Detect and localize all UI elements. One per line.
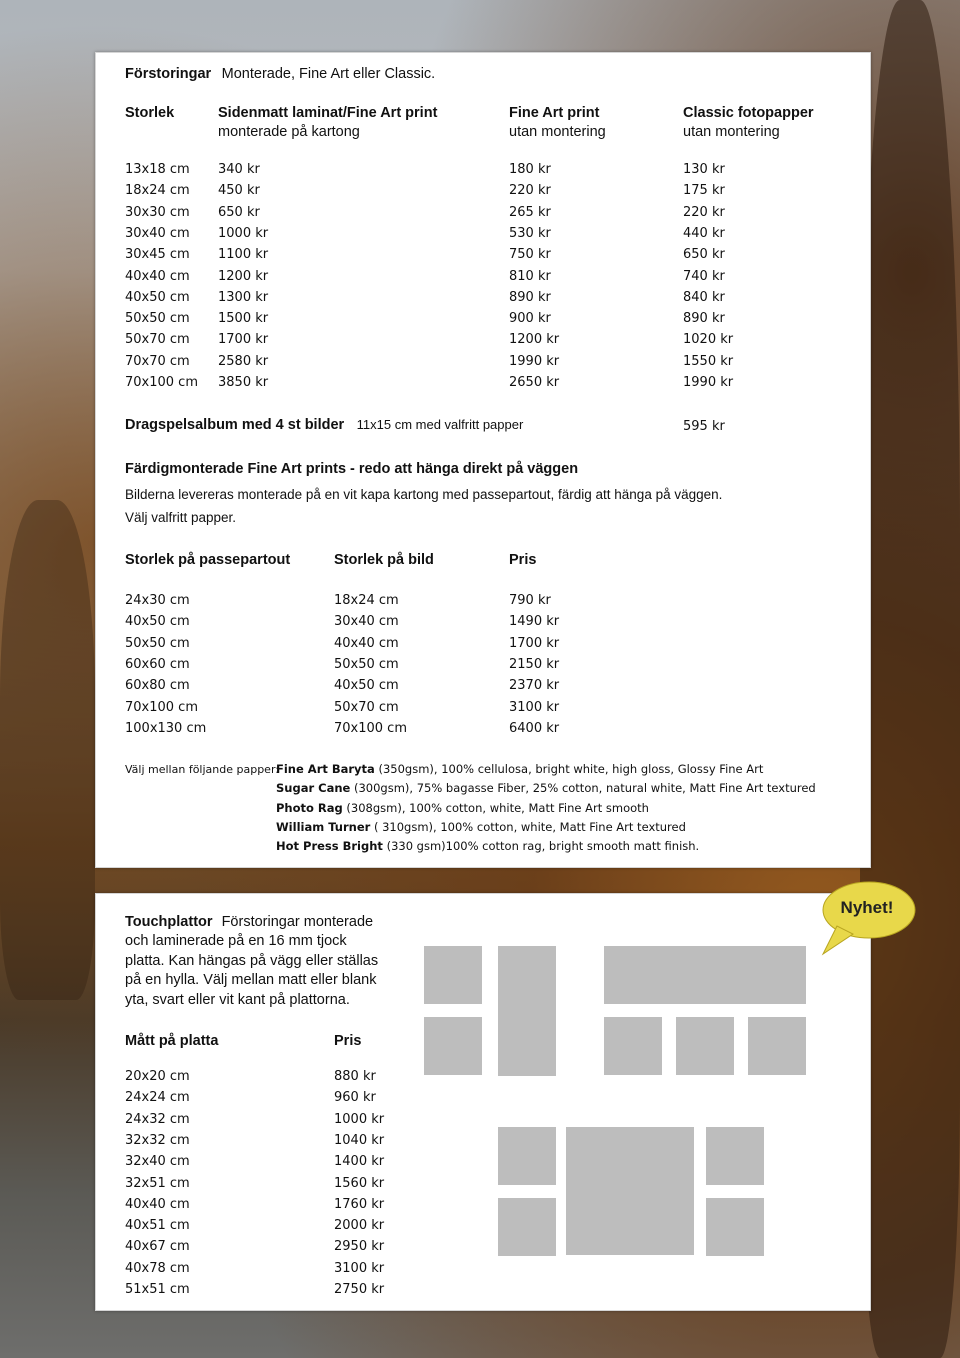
prints-row-cell: 1100 kr [218,247,269,263]
nyhet-badge [817,880,917,940]
prints-row-cell: 890 kr [509,289,551,305]
paper-item [276,801,649,815]
prints-row-cell: 30x30 cm [125,204,190,220]
framed-table-header [96,552,870,572]
prints-row-cell: 40x50 cm [125,289,190,305]
prints-table-header [96,105,870,145]
framed-row [96,657,870,678]
framed-row-cell: 40x40 cm [334,635,399,651]
prints-row-cell: 900 kr [509,311,551,327]
framed-row-cell: 30x40 cm [334,614,399,630]
prints-row-cell: 650 kr [218,204,260,220]
prints-row-cell: 650 kr [683,247,725,263]
header-storlek: Storlek [125,105,175,121]
framed-row-cell: 50x50 cm [125,635,190,651]
framed-row-cell: 40x50 cm [334,678,399,694]
touch-row-cell: 1560 kr [334,1175,385,1191]
framed-row-cell: 100x130 cm [125,720,207,736]
framed-table-body [96,593,870,743]
prints-row [96,290,870,311]
framed-row-cell: 1490 kr [509,614,560,630]
prints-row [96,247,870,268]
framed-row-cell: 70x100 cm [125,699,198,715]
header-fine-art: Fine Art print [509,105,600,121]
prints-title: Förstoringar [125,66,212,82]
prints-row-cell: 70x70 cm [125,353,190,369]
prints-row [96,332,870,353]
touch-title: Touchplattor [125,914,213,930]
framed-row-cell: 2150 kr [509,656,560,672]
touch-row-cell: 1040 kr [334,1132,385,1148]
touch-description [125,933,378,1011]
paper-item [276,839,699,853]
prints-row-cell: 810 kr [509,268,551,284]
prints-row-cell: 750 kr [509,247,551,263]
tile [706,1127,764,1185]
prints-heading [125,65,435,83]
paper-name: Sugar Cane [276,781,351,796]
prints-row-cell: 1200 kr [509,332,560,348]
paper-item [276,781,816,795]
header-sidenmatt: Sidenmatt laminat/Fine Art print [218,105,438,121]
framed-row-cell: 50x70 cm [334,699,399,715]
prints-row-cell: 340 kr [218,162,260,177]
speech-bubble-icon [817,880,917,958]
framed-row-cell: 70x100 cm [334,720,407,736]
framed-row [96,700,870,721]
prints-row-cell: 220 kr [683,204,725,220]
touch-desc-line: platta. Kan hängas på vägg eller ställas [125,952,379,969]
touch-row-cell: 1400 kr [334,1154,385,1170]
paper-desc: (350gsm), 100% cellulosa, bright white, high gloss, Glossy Fine Art [374,762,764,776]
prints-row [96,183,870,204]
framed-row [96,636,870,657]
framed-row-cell: 50x50 cm [334,656,399,672]
prints-row-cell: 70x100 cm [125,375,198,390]
header-matt: Mått på platta [125,1033,219,1049]
touch-heading [125,914,373,930]
prints-row-cell: 30x45 cm [125,247,190,263]
touch-panel [95,893,871,1311]
prints-panel [95,52,871,868]
framed-row [96,678,870,699]
touch-row-cell: 20x20 cm [125,1069,190,1084]
prints-row-cell: 890 kr [683,311,725,327]
paper-name: Photo Rag [276,800,343,815]
header-bild: Storlek på bild [334,552,434,568]
paper-item [276,820,686,834]
header-classic-sub: utan montering [683,124,780,140]
framed-row-cell: 40x50 cm [125,614,190,630]
prints-row-cell: 840 kr [683,289,725,305]
prints-row-cell: 530 kr [509,225,551,241]
framed-row-cell: 790 kr [509,593,551,608]
prints-row-cell: 220 kr [509,183,551,199]
tile [498,1127,556,1185]
prints-subtitle: Monterade, Fine Art eller Classic. [221,66,436,82]
touch-row-cell: 24x32 cm [125,1111,190,1127]
touch-row-cell: 1760 kr [334,1196,385,1212]
tile [676,1017,734,1075]
header-fine-art-sub: utan montering [509,124,606,140]
prints-row [96,226,870,247]
prints-row-cell: 1550 kr [683,353,734,369]
touch-row-cell: 40x67 cm [125,1239,190,1255]
album-row [125,416,523,434]
prints-row [96,162,870,183]
framed-desc-1: Bilderna levereras monterade på en vit kapa kartong med passepartout, färdig att hänga på väggen. [125,487,723,502]
tile [498,1198,556,1256]
touch-row-cell: 32x51 cm [125,1175,190,1191]
touch-row-cell: 32x40 cm [125,1154,190,1170]
touch-row [96,1282,870,1303]
paper-desc: (308gsm), 100% cotton, white, Matt Fine Art smooth [342,800,649,815]
prints-row-cell: 18x24 cm [125,183,190,199]
touch-desc-first: Förstoringar monterade [221,914,374,930]
paper-desc: (300gsm), 75% bagasse Fiber, 25% cotton, natural white, Matt Fine Art textured [350,781,816,796]
touch-row-cell: 2950 kr [334,1239,385,1255]
prints-row-cell: 740 kr [683,268,725,284]
touch-row-cell: 51x51 cm [125,1282,190,1297]
touch-row-cell: 2000 kr [334,1218,385,1234]
touch-row-cell: 880 kr [334,1069,376,1084]
tile [498,946,556,1076]
header-touch-pris: Pris [334,1033,362,1049]
paper-name: William Turner [276,819,371,834]
prints-row [96,311,870,332]
framed-row-cell: 18x24 cm [334,593,399,608]
framed-row [96,614,870,635]
prints-row [96,269,870,290]
prints-row-cell: 180 kr [509,162,551,177]
prints-row-cell: 1990 kr [683,375,734,390]
prints-row-cell: 40x40 cm [125,268,190,284]
framed-row-cell: 3100 kr [509,699,560,715]
prints-table-body [96,162,870,402]
tile [424,1017,482,1075]
prints-row-cell: 13x18 cm [125,162,190,177]
framed-row-cell: 6400 kr [509,720,560,736]
papers-intro: Välj mellan följande papper: [125,763,279,776]
paper-name: Fine Art Baryta [276,762,375,776]
touch-row-cell: 3100 kr [334,1260,385,1276]
touch-row [96,1261,870,1282]
paper-name: Hot Press Bright [276,839,383,854]
touch-row-cell: 40x40 cm [125,1196,190,1212]
prints-row-cell: 1990 kr [509,353,560,369]
prints-row-cell: 2650 kr [509,375,560,390]
prints-row-cell: 1020 kr [683,332,734,348]
touch-row [96,1090,870,1111]
tile [566,1127,694,1255]
framed-title: Färdigmonterade Fine Art prints - redo att hänga direkt på väggen [125,461,579,477]
tile [424,946,482,1004]
prints-row-cell: 30x40 cm [125,225,190,241]
framed-row-cell: 1700 kr [509,635,560,651]
tile [604,1017,662,1075]
background-tree-left [0,500,95,1000]
prints-row-cell: 50x50 cm [125,311,190,327]
header-sidenmatt-sub: monterade på kartong [218,124,360,140]
prints-row-cell: 50x70 cm [125,332,190,348]
prints-row-cell: 1000 kr [218,225,269,241]
paper-desc: (330 gsm)100% cotton rag, bright smooth matt finish. [382,839,700,854]
framed-row-cell: 24x30 cm [125,593,190,608]
paper-item [276,762,763,776]
album-title: Dragspelsalbum med 4 st bilder [125,417,345,433]
prints-row-cell: 1300 kr [218,289,269,305]
nyhet-label: Nyhet! [840,898,894,917]
prints-row-cell: 450 kr [218,183,260,199]
framed-desc-2: Välj valfritt papper. [125,510,237,525]
touch-desc-line: yta, svart eller vit kant på plattorna. [125,991,350,1008]
prints-row-cell: 265 kr [509,204,551,220]
framed-row-cell: 60x60 cm [125,656,190,672]
header-passepartout: Storlek på passepartout [125,552,291,568]
tile [748,1017,806,1075]
background-tree-right [860,0,960,1358]
prints-row-cell: 175 kr [683,183,725,199]
tile [706,1198,764,1256]
framed-row [96,721,870,742]
touch-desc-line: på en hylla. Välj mellan matt eller blank [125,972,377,988]
prints-row-cell: 130 kr [683,162,725,177]
framed-row-cell: 60x80 cm [125,678,190,694]
prints-row-cell: 3850 kr [218,375,269,390]
prints-row-cell: 1200 kr [218,268,269,284]
framed-row [96,593,870,614]
touch-row-cell: 2750 kr [334,1282,385,1297]
tile [604,946,806,1004]
album-price: 595 kr [683,419,725,434]
paper-desc: ( 310gsm), 100% cotton, white, Matt Fine Art textured [370,819,686,834]
prints-row-cell: 1700 kr [218,332,269,348]
prints-row [96,205,870,226]
album-detail: 11x15 cm med valfritt papper [356,417,524,432]
touch-row-cell: 960 kr [334,1090,376,1106]
framed-row-cell: 2370 kr [509,678,560,694]
prints-row-cell: 2580 kr [218,353,269,369]
header-classic: Classic fotopapper [683,105,814,121]
header-pris: Pris [509,552,537,568]
touch-row-cell: 40x78 cm [125,1260,190,1276]
touch-table-body [96,1069,870,1304]
papers-list [96,762,870,862]
prints-row [96,354,870,375]
touch-desc-line: och laminerade på en 16 mm tjock [125,933,347,949]
touch-row-cell: 1000 kr [334,1111,385,1127]
prints-row [96,375,870,396]
touch-row-cell: 24x24 cm [125,1090,190,1106]
prints-row-cell: 1500 kr [218,311,269,327]
prints-row-cell: 440 kr [683,225,725,241]
touch-row-cell: 32x32 cm [125,1132,190,1148]
touch-row-cell: 40x51 cm [125,1218,190,1234]
